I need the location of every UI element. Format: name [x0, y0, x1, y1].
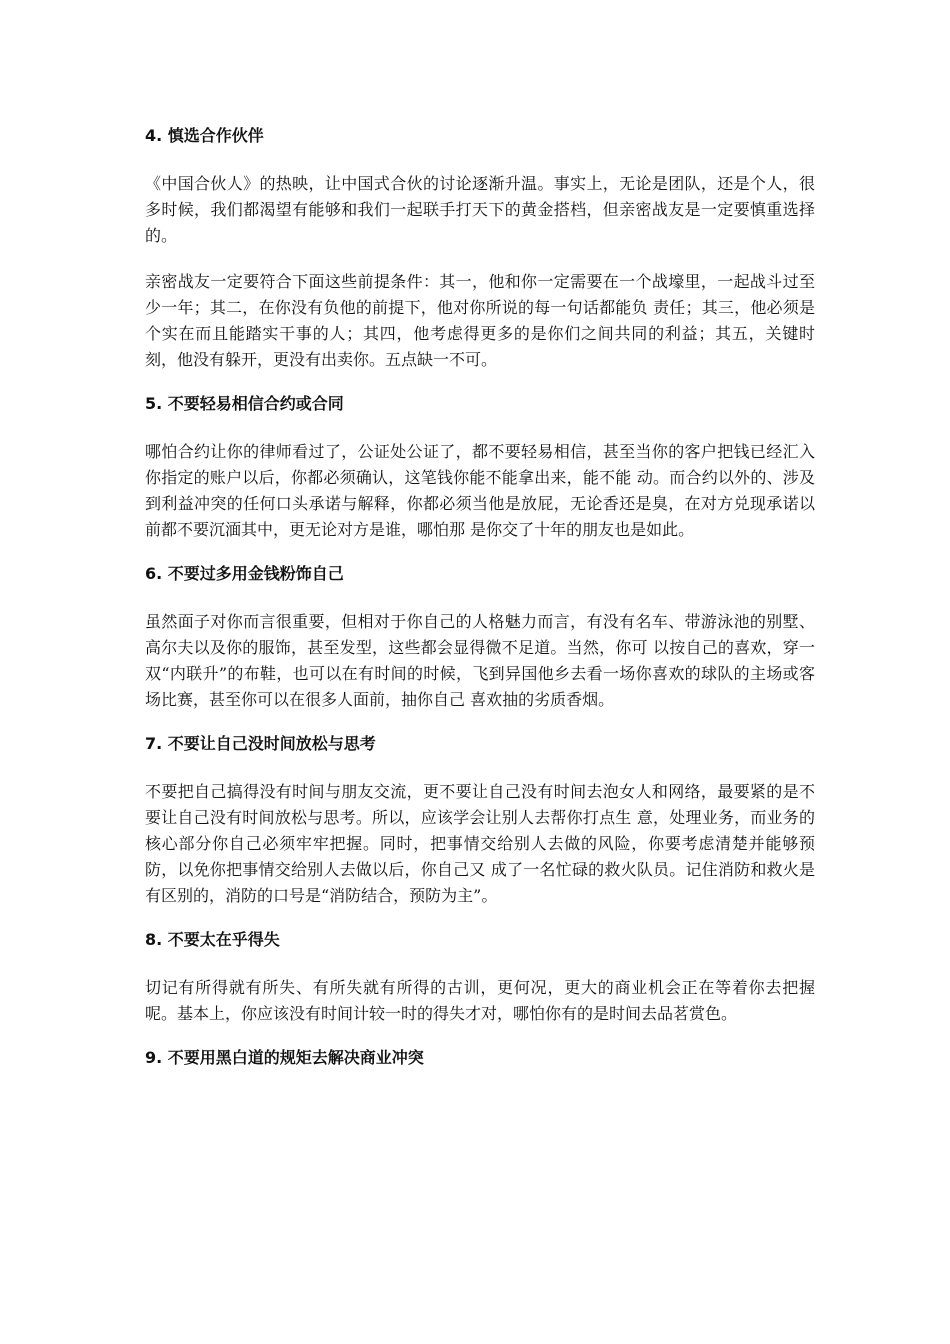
section-4 [145, 125, 815, 373]
section-heading: 7. 不要让自己没时间放松与思考 [145, 734, 376, 753]
section-heading: 5. 不要轻易相信合约或合同 [145, 394, 344, 413]
paragraph: 虽然面子对你而言很重要，但相对于你自己的人格魅力而言，有没有名车、带游泳池的别墅、高尔夫以及你的服饰，甚至发型，这些都会显得微不足道。当然，你可 以按自己的喜欢，穿一双“内联升”的布鞋，也可以在有时间的时候，飞到异国他乡去看一场你喜欢的球队的主场或客场比赛，甚至你可以在很多人面前，抽你自己 喜欢抽的劣质香烟。 [145, 612, 815, 709]
section-9 [145, 1047, 815, 1069]
paragraph: 哪怕合约让你的律师看过了，公证处公证了，都不要轻易相信，甚至当你的客户把钱已经汇入你指定的账户以后，你都必须确认，这笔钱你能不能拿出来，能不能 动。而合约以外的、涉及到利益冲突的任何口头承诺与解释，你都必须当他是放屁，无论香还是臭，在对方兑现承诺以前都不要沉湎其中，更无论对方是谁，哪怕那 是你交了十年的朋友也是如此。 [145, 442, 815, 539]
section-heading: 8. 不要太在乎得失 [145, 930, 280, 949]
paragraph: 切记有所得就有所失、有所失就有所得的古训，更何况，更大的商业机会正在等着你去把握呢。基本上，你应该没有时间计较一时的得失才对，哪怕你有的是时间去品茗赏色。 [145, 978, 815, 1023]
section-7 [145, 733, 815, 909]
paragraph: 不要把自己搞得没有时间与朋友交流，更不要让自己没有时间去泡女人和网络，最要紧的是不要让自己没有时间放松与思考。所以，应该学会让别人去帮你打点生 意，处理业务，而业务的核心部分你自己必须牢牢把握。同时，把事情交给别人去做的风险，你要考虑清楚并能够预防，以免你把事情交给别人去做以后，你自己又 成了一名忙碌的救火队员。记住消防和救火是有区别的，消防的口号是“消防结合，预防为主”。 [145, 782, 815, 905]
section-heading: 4. 慎选合作伙伴 [145, 126, 264, 145]
document-body [145, 125, 815, 1089]
paragraph: 亲密战友一定要符合下面这些前提条件：其一，他和你一定需要在一个战壕里，一起战斗过至少一年；其二，在你没有负他的前提下，他对你所说的每一句话都能负 责任；其三，他必须是个实在而且能踏实干事的人；其四，他考虑得更多的是你们之间共同的利益；其五，关键时刻，他没有躲开，更没有出卖你。五点缺一不可。 [145, 272, 815, 369]
section-8 [145, 929, 815, 1027]
section-6 [145, 563, 815, 713]
paragraph: 《中国合伙人》的热映，让中国式合伙的讨论逐渐升温。事实上，无论是团队，还是个人，很多时候，我们都渴望有能够和我们一起联手打天下的黄金搭档，但亲密战友是一定要慎重选择的。 [145, 174, 815, 245]
section-5 [145, 393, 815, 543]
section-heading: 9. 不要用黑白道的规矩去解决商业冲突 [145, 1048, 424, 1067]
section-heading: 6. 不要过多用金钱粉饰自己 [145, 564, 344, 583]
